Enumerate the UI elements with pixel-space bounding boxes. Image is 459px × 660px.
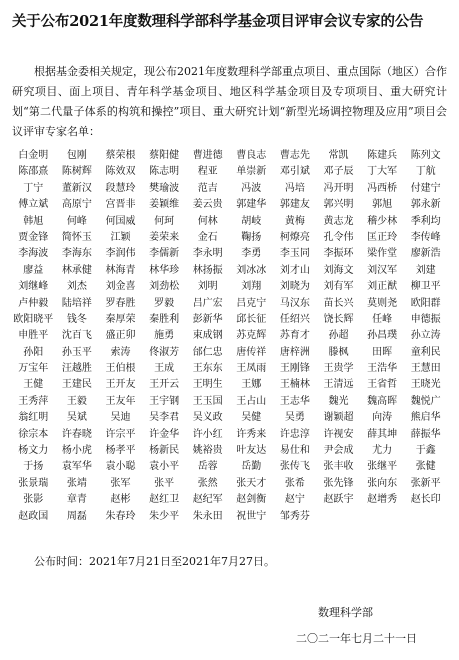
expert-name: 滕枫 [328, 346, 349, 358]
expert-name: 唐传祥 [236, 346, 267, 358]
expert-name: 冯开明 [323, 182, 354, 194]
expert-name: 郭旭 [372, 199, 393, 211]
expert-name: 郭兴明 [323, 199, 354, 211]
expert-name: 薛其坤 [367, 428, 398, 440]
expert-name: 刘有军 [323, 281, 354, 293]
expert-name: 申胜平 [18, 330, 49, 342]
expert-name: 李勇 [241, 248, 262, 260]
expert-name: 魏高晖 [367, 395, 398, 407]
expert-name: 许忠淳 [279, 428, 310, 440]
expert-name: 朱春玲 [105, 510, 136, 522]
expert-name: 王省哲 [367, 379, 398, 391]
expert-name: 束成钢 [192, 330, 223, 342]
expert-name: 张影 [23, 494, 44, 506]
expert-name: 白金明 [18, 150, 49, 161]
expert-name: 刘建 [415, 264, 436, 276]
expert-name: 王开云 [149, 379, 180, 391]
expert-name: 赵宁 [284, 494, 305, 506]
expert-name: 曹进德 [192, 150, 223, 161]
expert-name: 柳卫平 [410, 281, 441, 293]
expert-name: 林扬振 [192, 264, 223, 276]
expert-name: 樊瑜波 [149, 182, 180, 194]
expert-name: 宫晋非 [105, 199, 136, 211]
expert-name: 常凯 [328, 150, 349, 161]
expert-name: 王娜 [241, 379, 262, 391]
expert-name: 王玉国 [192, 395, 223, 407]
expert-name: 王开友 [105, 379, 136, 391]
expert-name: 饶长辉 [323, 313, 354, 325]
expert-name: 唐梓洲 [279, 346, 310, 358]
expert-name: 于扬 [23, 461, 44, 473]
expert-name: 赵增秀 [367, 494, 398, 506]
expert-name: 吴迪 [110, 412, 131, 424]
expert-name: 季利均 [410, 215, 441, 227]
expert-name: 张健 [415, 461, 436, 473]
expert-name: 汪越胜 [61, 363, 92, 375]
expert-name: 吴李君 [149, 412, 180, 424]
expert-name: 袁小聪 [105, 461, 136, 473]
expert-name: 王东东 [192, 363, 223, 375]
expert-name: 张继平 [367, 461, 398, 473]
expert-name: 郭建友 [279, 199, 310, 211]
expert-name: 陈建兵 [367, 150, 398, 161]
expert-name: 张传飞 [279, 461, 310, 473]
expert-name: 吴勇 [284, 412, 305, 424]
expert-name: 赵纪军 [192, 494, 223, 506]
expert-name: 黄梅 [284, 215, 305, 227]
expert-name: 袁军华 [61, 461, 92, 473]
expert-name: 曹良志 [236, 150, 267, 161]
expert-name: 孙玉平 [61, 346, 92, 358]
expert-name-list [12, 148, 447, 525]
expert-name: 秦厚荣 [105, 313, 136, 325]
expert-name: 薛振华 [410, 428, 441, 440]
expert-name: 张然 [197, 477, 218, 489]
expert-name: 赵红卫 [149, 494, 180, 506]
expert-name: 王毅 [66, 395, 87, 407]
expert-name: 金石 [197, 231, 218, 243]
expert-name: 马汉东 [279, 297, 310, 309]
expert-name: 吕克宁 [236, 297, 267, 309]
expert-name: 刘正猷 [367, 281, 398, 293]
expert-name: 廖新浩 [410, 248, 441, 260]
expert-name: 许视安 [323, 428, 354, 440]
expert-name: 邱长征 [236, 313, 267, 325]
expert-name: 许春晓 [61, 428, 92, 440]
expert-name: 邰仁忠 [192, 346, 223, 358]
expert-name: 梁作堂 [367, 248, 398, 260]
expert-name: 何林 [197, 215, 218, 227]
expert-name: 罗毅 [154, 297, 175, 309]
expert-name: 孙昌璞 [367, 330, 398, 342]
expert-name: 姜颖维 [149, 199, 180, 211]
expert-name: 翁红明 [18, 412, 49, 424]
expert-name: 李海东 [61, 248, 92, 260]
expert-name: 林承健 [61, 264, 92, 276]
expert-name: 赵政国 [18, 510, 49, 522]
expert-name: 苏克辉 [236, 330, 267, 342]
expert-name: 丁宁 [23, 182, 44, 194]
expert-name: 佟淑芳 [149, 346, 180, 358]
expert-name: 江颖 [110, 231, 131, 243]
expert-name: 单崇新 [236, 166, 267, 178]
expert-name: 王凤雨 [236, 363, 267, 375]
expert-name: 王晓光 [410, 379, 441, 391]
expert-name: 杨孝平 [105, 445, 136, 457]
expert-name: 岳勤 [241, 461, 262, 473]
issue-date: 二〇二一年七月二十一日 [296, 632, 417, 645]
expert-name: 魏光 [328, 395, 349, 407]
expert-name: 王刚锋 [279, 363, 310, 375]
expert-name: 韩旭 [23, 215, 44, 227]
expert-name: 冯培 [284, 182, 305, 194]
expert-name: 郭建华 [236, 199, 267, 211]
expert-name: 郭永新 [410, 199, 441, 211]
expert-name: 吴义政 [192, 412, 223, 424]
expert-name: 冯波 [241, 182, 262, 194]
expert-name: 张景瑞 [18, 477, 49, 489]
expert-name: 曹志先 [279, 150, 310, 161]
expert-name: 黄志龙 [323, 215, 354, 227]
expert-name: 尤力 [372, 445, 393, 457]
expert-name: 沈百飞 [61, 330, 92, 342]
expert-name: 段慧玲 [105, 182, 136, 194]
expert-name: 胡岐 [241, 215, 262, 227]
expert-name: 岳蓉 [197, 461, 218, 473]
expert-name: 吴斌 [66, 412, 87, 424]
expert-name: 稽少林 [367, 215, 398, 227]
expert-name: 于鑫 [415, 445, 436, 457]
expert-name: 张平 [154, 477, 175, 489]
expert-name: 罗春胜 [105, 297, 136, 309]
expert-name: 赵长印 [410, 494, 441, 506]
expert-name: 王健 [23, 379, 44, 391]
expert-name: 刘劲松 [149, 281, 180, 293]
expert-name: 王宇钢 [149, 395, 180, 407]
expert-name: 孙超 [328, 330, 349, 342]
expert-name: 柯燎亮 [279, 231, 310, 243]
expert-name: 王成 [154, 363, 175, 375]
expert-name: 陈效双 [105, 166, 136, 178]
expert-name: 简怀玉 [61, 231, 92, 243]
expert-name: 李玉同 [279, 248, 310, 260]
expert-name: 蔡阳健 [149, 150, 180, 161]
expert-name: 吕广宏 [192, 297, 223, 309]
expert-name: 孔令伟 [323, 231, 354, 243]
expert-name: 杨小虎 [61, 445, 92, 457]
expert-name: 邓子辰 [323, 166, 354, 178]
expert-name: 刘海文 [323, 264, 354, 276]
expert-name: 许宗平 [105, 428, 136, 440]
expert-name: 李传峰 [410, 231, 441, 243]
expert-name: 刘继峰 [18, 281, 49, 293]
expert-name: 欧阳晓平 [13, 313, 54, 325]
expert-name: 贾金锋 [18, 231, 49, 243]
expert-name: 姚裕贵 [192, 445, 223, 457]
expert-name: 刘杰 [66, 281, 87, 293]
expert-name: 傅立斌 [18, 199, 49, 211]
expert-name: 陈邵熹 [18, 166, 49, 178]
expert-name: 孙立涛 [410, 330, 441, 342]
expert-name: 谢颖超 [323, 412, 354, 424]
expert-name: 吴健 [241, 412, 262, 424]
expert-name: 索涛 [110, 346, 131, 358]
expert-name: 魏悦广 [410, 395, 441, 407]
expert-name: 张天才 [236, 477, 267, 489]
expert-name: 刘汉军 [367, 264, 398, 276]
expert-name: 王楠林 [279, 379, 310, 391]
expert-name: 赵剑衡 [236, 494, 267, 506]
expert-name: 张向东 [367, 477, 398, 489]
expert-name: 何国威 [105, 215, 136, 227]
intro-paragraph: 根据基金委相关规定，现公布2021年度数理科学部重点项目、重点国际（地区）合作研究项目、面上项目、青年科学基金项目、地区科学基金项目及专项项目、重大研究计划“第二代量子体系的构筑和操控”项目、重大研究计划“新型光场调控物理及应用”项目会议评审专家名单： [12, 65, 447, 138]
expert-name: 袁小平 [149, 461, 180, 473]
publication-period: 公布时间：2021年7月21日至2021年7月27日。 [34, 554, 275, 568]
expert-name: 廖益 [23, 264, 44, 276]
expert-name: 王清远 [323, 379, 354, 391]
expert-name: 卢仲毅 [18, 297, 49, 309]
expert-name: 刘才山 [279, 264, 310, 276]
expert-name: 任绍兴 [279, 313, 310, 325]
expert-name: 孙阳 [23, 346, 44, 358]
expert-name: 丁航 [415, 166, 436, 178]
expert-name: 刘晓为 [279, 281, 310, 293]
expert-name: 王浩华 [367, 363, 398, 375]
expert-name: 陈志明 [149, 166, 180, 178]
expert-name: 何珂 [154, 215, 175, 227]
expert-name: 付建宁 [410, 182, 441, 194]
expert-name: 张军 [110, 477, 131, 489]
expert-name: 刘明 [197, 281, 218, 293]
expert-name: 李永明 [192, 248, 223, 260]
expert-name: 彭新华 [192, 313, 223, 325]
expert-name: 周磊 [66, 510, 87, 522]
expert-name: 许秀来 [236, 428, 267, 440]
expert-name: 申德振 [410, 313, 441, 325]
expert-name: 施勇 [154, 330, 175, 342]
expert-name: 熊启华 [410, 412, 441, 424]
expert-name: 盛正卯 [105, 330, 136, 342]
expert-name: 王明生 [192, 379, 223, 391]
expert-name: 田晖 [372, 346, 393, 358]
expert-name: 陆培祥 [61, 297, 92, 309]
expert-name: 陈树辉 [61, 166, 92, 178]
expert-name: 杨新民 [149, 445, 180, 457]
expert-name: 王慧田 [410, 363, 441, 375]
expert-name: 任峰 [372, 313, 393, 325]
expert-name: 姜云贵 [192, 199, 223, 211]
expert-name: 张先锋 [323, 477, 354, 489]
expert-name: 匡正玲 [367, 231, 398, 243]
expert-name: 李润伟 [105, 248, 136, 260]
expert-name: 万宝年 [18, 363, 49, 375]
expert-name: 童利民 [410, 346, 441, 358]
expert-name: 赵彬 [110, 494, 131, 506]
expert-name: 杨文力 [18, 445, 49, 457]
expert-name: 李振环 [323, 248, 354, 260]
expert-name: 王贵学 [323, 363, 354, 375]
expert-name: 董新汉 [61, 182, 92, 194]
expert-name: 欧阳群 [410, 297, 441, 309]
expert-name: 李儒新 [149, 248, 180, 260]
expert-name: 何峰 [66, 215, 87, 227]
expert-name: 张希 [284, 477, 305, 489]
expert-name: 刘冰冰 [236, 264, 267, 276]
expert-name: 苗长兴 [323, 297, 354, 309]
expert-name: 易仕和 [279, 445, 310, 457]
expert-name: 刘金喜 [105, 281, 136, 293]
expert-name: 邹秀芬 [279, 510, 310, 522]
expert-name: 王伯根 [105, 363, 136, 375]
expert-name: 许金华 [149, 428, 180, 440]
expert-name: 钱冬 [66, 313, 87, 325]
expert-name: 王建民 [61, 379, 92, 391]
expert-name: 蔡荣根 [105, 150, 136, 161]
expert-name: 王秀萍 [18, 395, 49, 407]
expert-name: 章青 [66, 494, 87, 506]
expert-name: 莫则尧 [367, 297, 398, 309]
issuing-department: 数理科学部 [318, 606, 373, 619]
expert-name: 苏育才 [279, 330, 310, 342]
expert-name: 姜荣来 [149, 231, 180, 243]
expert-name: 陈列文 [410, 150, 441, 161]
expert-name: 张靖 [66, 477, 87, 489]
expert-name: 林海青 [105, 264, 136, 276]
expert-name: 包刚 [66, 150, 87, 161]
expert-name: 鞠扬 [241, 231, 262, 243]
expert-name: 程亚 [197, 166, 218, 178]
expert-name: 王志华 [279, 395, 310, 407]
expert-name: 朱少平 [149, 510, 180, 522]
expert-name: 刘翔 [241, 281, 262, 293]
expert-name: 叶友达 [236, 445, 267, 457]
expert-name: 朱永田 [192, 510, 223, 522]
expert-name: 向涛 [372, 412, 393, 424]
expert-name: 林华珍 [149, 264, 180, 276]
expert-name: 祝世宁 [236, 510, 267, 522]
expert-name: 秦胜利 [149, 313, 180, 325]
expert-name: 高原宁 [61, 199, 92, 211]
expert-name: 邓引斌 [279, 166, 310, 178]
expert-name: 张新平 [410, 477, 441, 489]
expert-name: 王友年 [105, 395, 136, 407]
expert-name: 尹会成 [323, 445, 354, 457]
expert-name: 张丰收 [323, 461, 354, 473]
expert-name: 丁大军 [367, 166, 398, 178]
expert-name: 李海波 [18, 248, 49, 260]
expert-name: 许小红 [192, 428, 223, 440]
expert-name: 王占山 [236, 395, 267, 407]
expert-name: 徐宗本 [18, 428, 49, 440]
expert-name: 范吉 [197, 182, 218, 194]
expert-name: 冯西桥 [367, 182, 398, 194]
page-title: 关于公布2021年度数理科学部科学基金项目评审会议专家的公告 [12, 13, 424, 30]
expert-name: 赵跃宇 [323, 494, 354, 506]
